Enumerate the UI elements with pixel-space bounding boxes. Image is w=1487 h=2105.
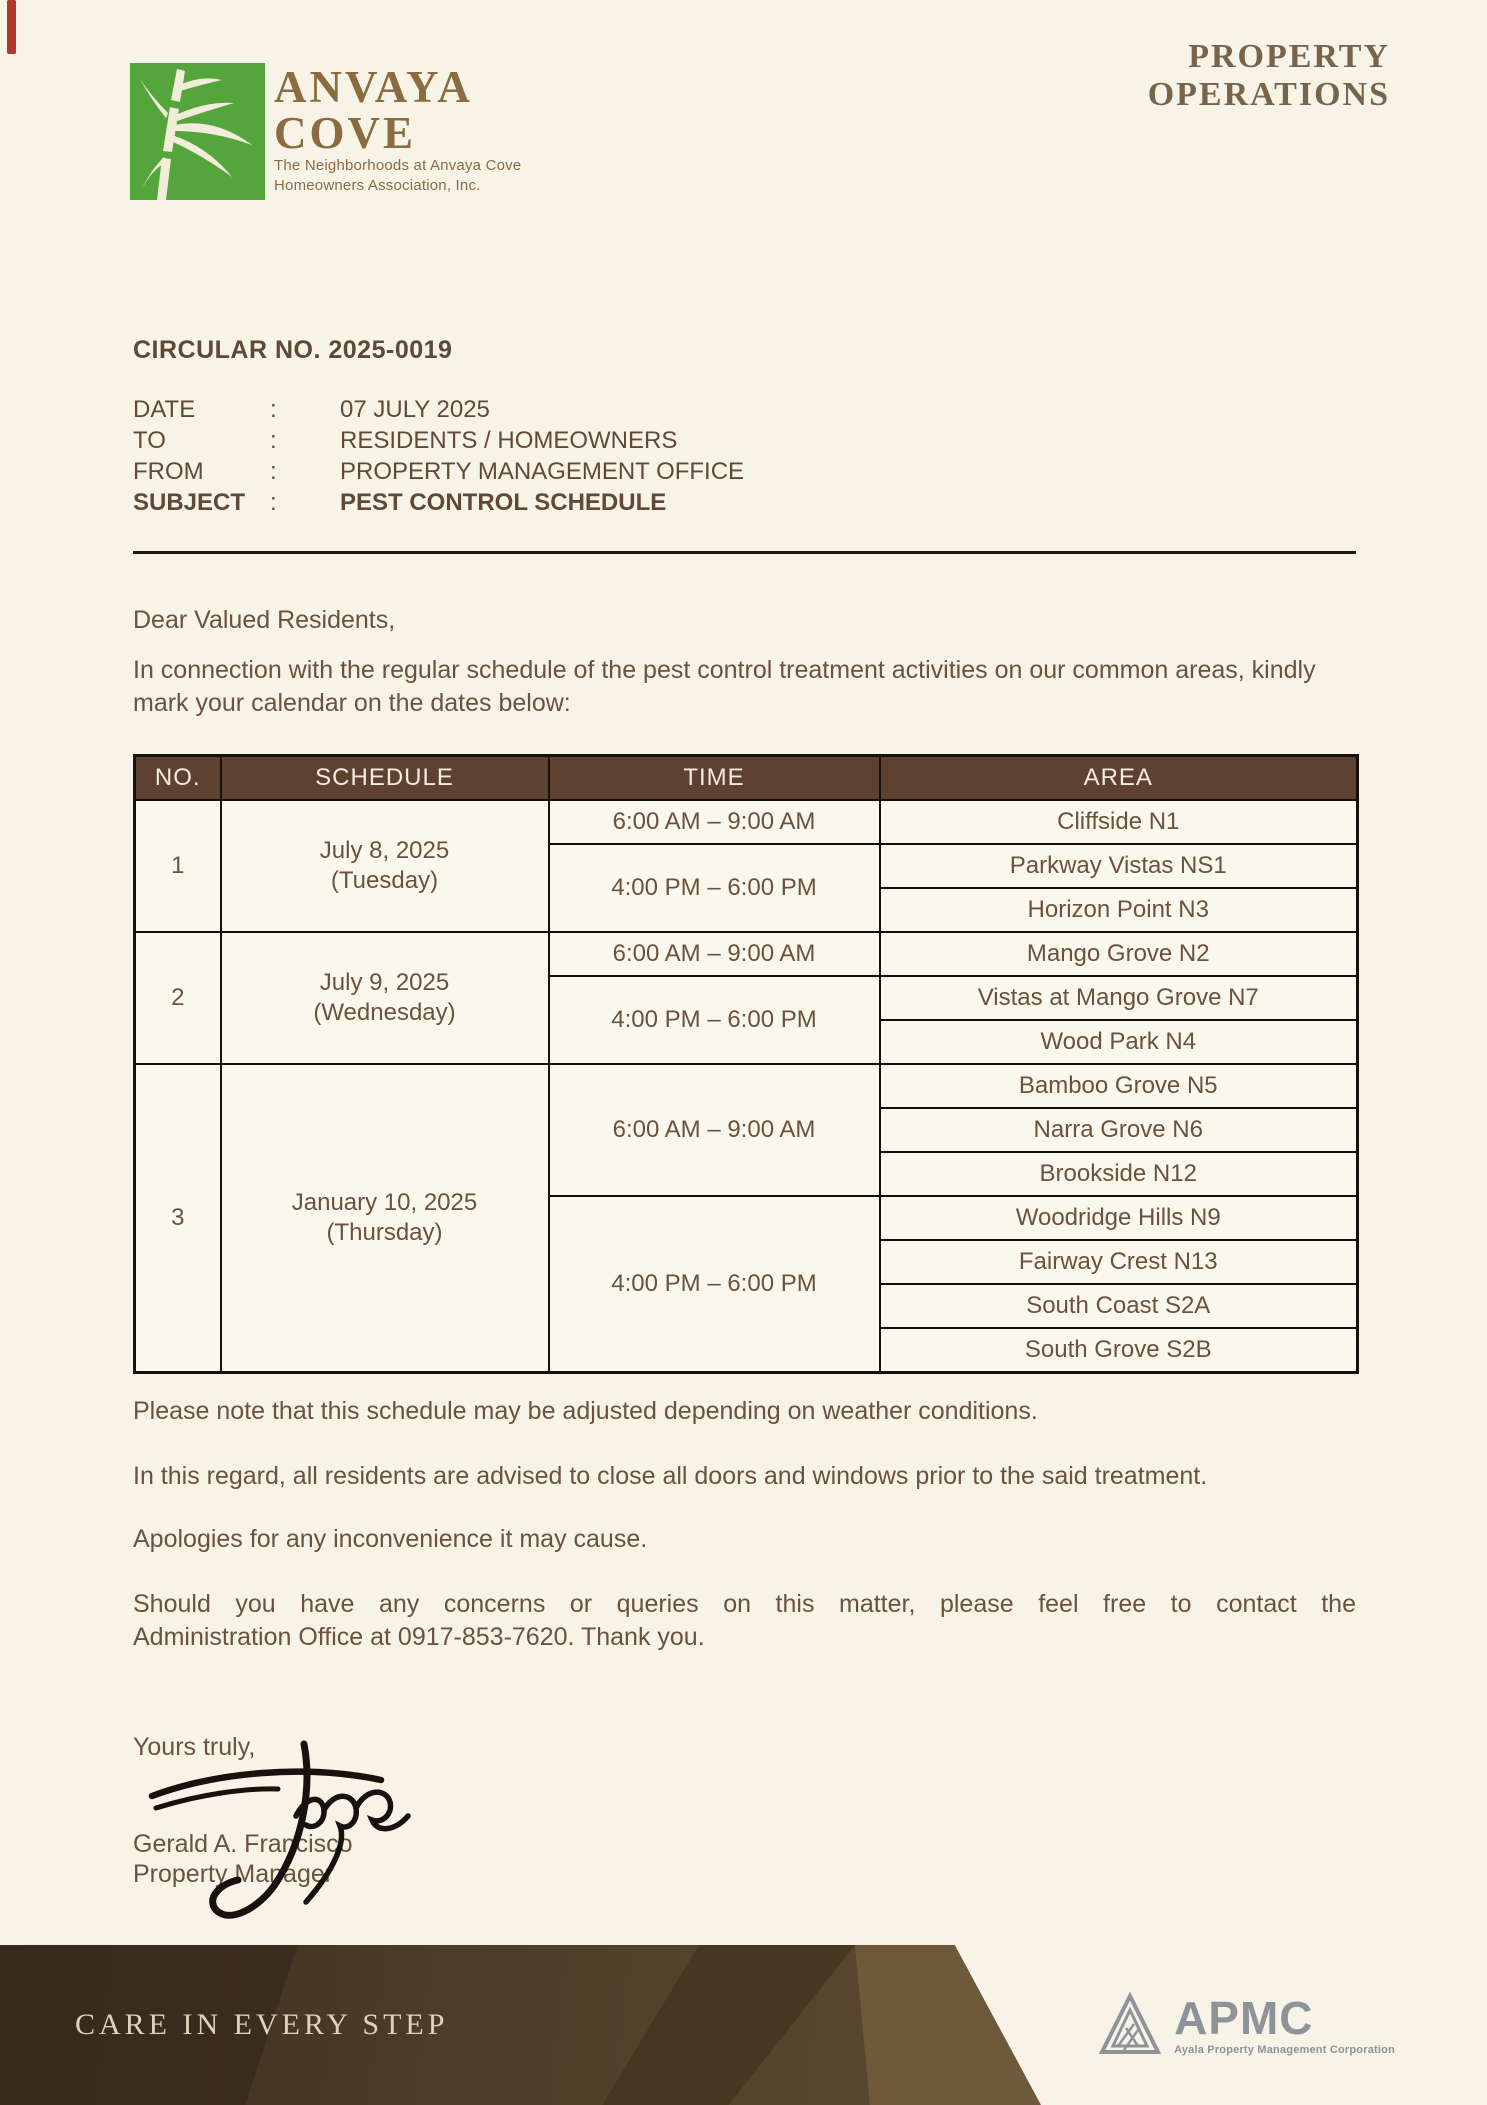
cell-time: 4:00 PM – 6:00 PM (549, 844, 880, 932)
note-contact-line1: Should you have any concerns or queries on this matter, please feel free to contact the (133, 1590, 1356, 1618)
note-doors-windows: In this regard, all residents are advised to close all doors and windows prior to the said treatment. (133, 1462, 1208, 1490)
meta-label: TO (133, 426, 166, 454)
cell-area: Woodridge Hills N9 (880, 1196, 1358, 1240)
signer-name: Gerald A. Francisco (133, 1830, 353, 1858)
cell-area: Vistas at Mango Grove N7 (880, 976, 1358, 1020)
department-line2: OPERATIONS (1147, 76, 1390, 113)
cell-time: 6:00 AM – 9:00 AM (549, 1064, 880, 1196)
schedule-day: (Wednesday) (313, 999, 456, 1026)
meta-label: SUBJECT (133, 488, 246, 516)
table-row (135, 800, 1358, 844)
header-divider-rule (133, 551, 1356, 554)
department-line1: PROPERTY (1188, 38, 1390, 75)
schedule-date: July 9, 2025 (319, 969, 450, 996)
closing-phrase: Yours truly, (133, 1733, 256, 1761)
brand-wordmark (274, 64, 521, 196)
cell-area: Brookside N12 (880, 1152, 1358, 1196)
cell-schedule (221, 800, 549, 932)
cell-area: South Coast S2A (880, 1284, 1358, 1328)
meta-colon: : (270, 488, 277, 516)
meta-colon: : (270, 395, 277, 423)
pest-control-schedule-table (133, 754, 1359, 1374)
col-header-schedule: SCHEDULE (221, 756, 549, 801)
cell-area: Fairway Crest N13 (880, 1240, 1358, 1284)
schedule-date: July 8, 2025 (319, 837, 450, 864)
note-contact-line2: Administration Office at 0917-853-7620. Thank you. (133, 1623, 705, 1651)
signer-title: Property Manager (133, 1860, 334, 1888)
cell-time: 4:00 PM – 6:00 PM (549, 976, 880, 1064)
salutation: Dear Valued Residents, (133, 606, 396, 634)
cell-area: South Grove S2B (880, 1328, 1358, 1372)
cell-schedule (221, 1064, 549, 1372)
cell-no: 2 (135, 932, 221, 1064)
brand-taglines (274, 156, 521, 196)
footer-band (0, 1945, 1487, 2105)
cell-area: Parkway Vistas NS1 (880, 844, 1358, 888)
cell-area: Mango Grove N2 (880, 932, 1358, 976)
intro-paragraph: In connection with the regular schedule of the pest control treatment activities on our common areas, kindly mark your calendar on the dates below: (133, 656, 1316, 717)
note-weather: Please note that this schedule may be adjusted depending on weather conditions. (133, 1397, 1038, 1425)
meta-label: FROM (133, 457, 204, 485)
meta-value: PEST CONTROL SCHEDULE (340, 488, 667, 516)
col-header-time: TIME (549, 756, 880, 801)
department-heading (1148, 38, 1390, 114)
col-header-area: AREA (880, 756, 1358, 801)
note-contact (133, 1588, 1356, 1654)
cell-area: Narra Grove N6 (880, 1108, 1358, 1152)
scan-artifact-mark (7, 0, 16, 54)
meta-label: DATE (133, 395, 196, 423)
circular-number: CIRCULAR NO. 2025-0019 (133, 336, 453, 364)
meta-value: RESIDENTS / HOMEOWNERS (340, 426, 678, 454)
schedule-date: January 10, 2025 (291, 1188, 478, 1216)
brand-line2: COVE (274, 108, 417, 158)
table-header-row (135, 756, 1358, 801)
cell-area: Wood Park N4 (880, 1020, 1358, 1064)
meta-row-from (133, 456, 1033, 487)
meta-row-to (133, 425, 1033, 456)
cell-no: 3 (135, 1064, 221, 1372)
apmc-logo (1098, 1992, 1395, 2058)
footer-slogan: CARE IN EVERY STEP (75, 2008, 449, 2041)
cell-area: Horizon Point N3 (880, 888, 1358, 932)
bamboo-icon (130, 63, 265, 200)
cell-time: 4:00 PM – 6:00 PM (549, 1196, 880, 1372)
meta-block (133, 394, 1033, 518)
apmc-tagline: Ayala Property Management Corporation (1174, 2043, 1395, 2056)
cell-area: Bamboo Grove N5 (880, 1064, 1358, 1108)
meta-colon: : (270, 457, 277, 485)
meta-colon: : (270, 426, 277, 454)
apmc-triangle-icon (1098, 1992, 1162, 2058)
apmc-acronym: APMC (1174, 1991, 1314, 2044)
schedule-day: (Thursday) (326, 1218, 443, 1246)
brand-tagline1: The Neighborhoods at Anvaya Cove (274, 157, 522, 174)
schedule-day: (Tuesday) (330, 867, 439, 894)
apmc-wordmark (1174, 1991, 1395, 2056)
meta-row-date (133, 394, 1033, 425)
cell-schedule (221, 932, 549, 1064)
table-row (135, 1064, 1358, 1108)
table-row (135, 932, 1358, 976)
brand-tagline2: Homeowners Association, Inc. (274, 177, 481, 194)
meta-value: PROPERTY MANAGEMENT OFFICE (340, 457, 745, 485)
cell-time: 6:00 AM – 9:00 AM (549, 932, 880, 976)
cell-no: 1 (135, 800, 221, 932)
note-apologies: Apologies for any inconvenience it may cause. (133, 1525, 648, 1553)
cell-area: Cliffside N1 (880, 800, 1358, 844)
meta-row-subject (133, 487, 1033, 518)
col-header-no: NO. (135, 756, 221, 801)
cell-time: 6:00 AM – 9:00 AM (549, 800, 880, 844)
meta-value: 07 JULY 2025 (340, 395, 490, 423)
anvaya-cove-logo (130, 63, 265, 200)
brand-line1: ANVAYA (274, 62, 473, 112)
handwritten-signature (146, 1738, 456, 1938)
